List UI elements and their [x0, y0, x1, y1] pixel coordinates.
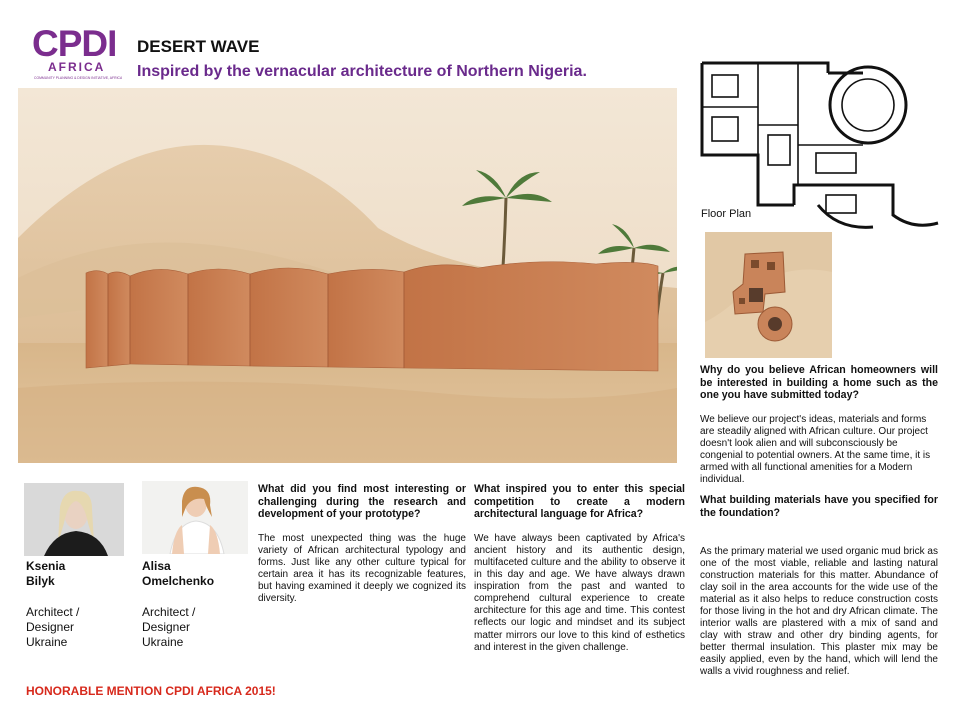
- qa-question: Why do you believe African homeowners will be interested in building a home such as the one you have submitted today?: [700, 364, 938, 402]
- qa-answer: We believe our project's ideas, materials and forms are steadily aligned with African culture. Our project doesn't look alien and will subconsciously be congenial to potential owners. At the same time, it is armed with all functional amenities for a Modern individual.: [700, 413, 931, 486]
- team-member-role-2: Designer: [142, 620, 191, 634]
- team-member-role: Architect /: [26, 605, 80, 619]
- team-member-first-name: Alisa: [142, 559, 171, 573]
- qa-block-inspiration: [474, 483, 685, 654]
- award-banner: HONORABLE MENTION CPDI AFRICA 2015!: [26, 684, 276, 698]
- team-member-country: Ukraine: [142, 635, 184, 649]
- hero-render-image: [18, 88, 677, 463]
- team-member-1: [26, 559, 126, 650]
- qa-block-research: [258, 483, 466, 605]
- qa-question: What inspired you to enter this special competition to create a modern architectural language for Africa?: [474, 483, 685, 521]
- qa-answer: The most unexpected thing was the huge variety of African architectural typology and forms. Just like any other culture typical for certain area it has its recognizable features, but having examined it deeply we cognized its diversity.: [258, 532, 466, 605]
- qa-question: What did you find most interesting or challenging during the research and development of your prototype?: [258, 483, 466, 521]
- qa-question: What building materials have you specified for the foundation?: [700, 494, 938, 519]
- aerial-view-image: [705, 232, 832, 358]
- team-member-country: Ukraine: [26, 635, 68, 649]
- portrait-photo-ksenia: [24, 483, 124, 556]
- team-member-role: Architect /: [142, 605, 196, 619]
- logo-sub: AFRICA: [48, 60, 106, 74]
- cpdi-logo: [30, 20, 122, 82]
- logo-tagline: COMMUNITY PLANNING & DESIGN INITIATIVE, AFRICA: [34, 76, 122, 80]
- team-member-last-name: Bilyk: [26, 574, 55, 588]
- floor-plan-caption: Floor Plan: [701, 208, 752, 220]
- team-member-last-name: Omelchenko: [142, 574, 215, 588]
- team-member-role-2: Designer: [26, 620, 75, 634]
- qa-answer: We have always been captivated by Africa's ancient history and its authentic design, multifaceted culture and the ability to observe it in this day and age. We have always drawn inspiration from the past and wanted to comprehend cultural experience to create architecture for this age and time. This contest reflects our logic and mindset and its subject matter mirrors our love to this kind of esthetics and interest in the given challenge.: [474, 532, 685, 653]
- portrait-photo-alisa: [142, 481, 248, 554]
- qa-answer: As the primary material we used organic mud brick as one of the most viable, reliable and lasting natural construction materials for this matter. Abundance of clay soil in the area accounts for the wide use of the material as it also helps to reduce construction costs for those living in the hot and dry African climate. The interior walls are plastered with a mix of sand and clay with straw and other dry binding agents, for better thermal insulation. This plaster mix may be easily applied, even by the hand, which will lend the walls a vivid roughness and relief.: [700, 545, 938, 678]
- logo-wordmark: CPDI: [32, 23, 117, 64]
- project-subtitle: Inspired by the vernacular architecture of Northern Nigeria.: [137, 63, 587, 80]
- project-title: DESERT WAVE: [137, 37, 260, 56]
- team-member-2: [142, 559, 252, 650]
- qa-block-right-column: [700, 364, 938, 679]
- team-member-first-name: Ksenia: [26, 559, 66, 573]
